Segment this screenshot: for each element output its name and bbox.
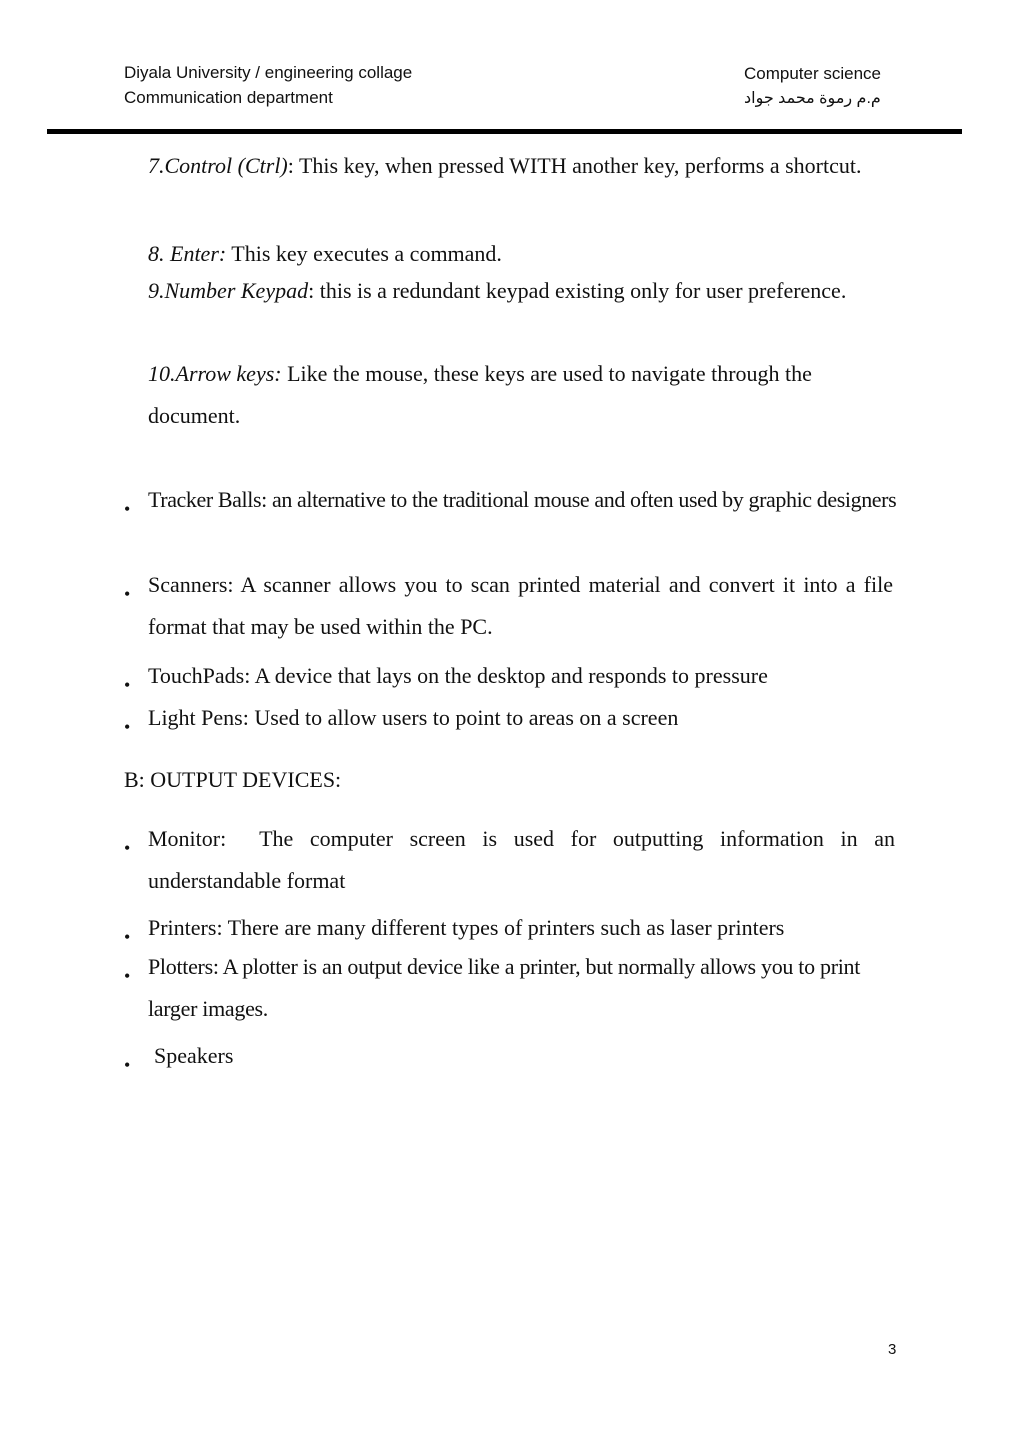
bullet-icon: • — [124, 499, 131, 519]
header-left — [124, 60, 412, 110]
key-sep: : — [308, 278, 315, 303]
department-name: Communication department — [124, 88, 333, 107]
key-item-enter — [148, 233, 888, 275]
bullet-icon: • — [124, 966, 131, 986]
key-item-control — [148, 145, 881, 187]
bullet-icon: • — [124, 584, 131, 604]
key-term: 10.Arrow keys: — [148, 361, 282, 386]
bullet-icon: • — [124, 675, 131, 695]
key-item-number-keypad — [148, 270, 881, 312]
header-divider — [47, 129, 962, 134]
list-item-light-pens: Light Pens: Used to allow users to point to areas on a screen — [148, 705, 679, 730]
key-term: 7.Control (Ctrl) — [148, 153, 288, 178]
list-item-scanners: Scanners: A scanner allows you to scan printed material and convert it into a file format that may be used within the PC. — [148, 572, 893, 639]
bullet-icon: • — [124, 717, 131, 737]
key-desc: Like the mouse, these keys are used to navigate through the document. — [148, 361, 812, 428]
list-item-tracker-balls: Tracker Balls: an alternative to the traditional mouse and often used by graphic designers — [148, 487, 897, 512]
key-desc: This key, when pressed WITH another key, performs a shortcut. — [293, 153, 862, 178]
page-number: 3 — [888, 1341, 897, 1358]
list-item-printers: Printers: There are many different types of printers such as laser printers — [148, 915, 785, 940]
key-desc: this is a redundant keypad existing only for user preference. — [314, 278, 847, 303]
key-term: 9.Number Keypad — [148, 278, 309, 303]
bullet-icon: • — [124, 927, 131, 947]
key-sep: : — [287, 153, 294, 178]
subject-name: Computer science — [744, 64, 882, 83]
key-term: 8. Enter: — [148, 241, 227, 266]
bullet-icon: • — [124, 838, 131, 858]
list-item-speakers: Speakers — [154, 1043, 234, 1068]
university-name: Diyala University / engineering collage — [124, 63, 413, 82]
list-item-plotters: Plotters: A plotter is an output device like a printer, but normally allows you to print larger images. — [148, 954, 861, 1021]
key-item-arrow-keys — [148, 353, 893, 437]
instructor-name: م.م رموة محمد جواد — [744, 90, 881, 107]
section-heading-output-devices: B: OUTPUT DEVICES: — [124, 767, 342, 792]
header-right — [744, 61, 881, 111]
list-item-monitor: Monitor: The computer screen is used for outputting information in an understandable format — [148, 826, 901, 893]
key-desc: This key executes a command. — [226, 241, 502, 266]
bullet-icon: • — [124, 1055, 131, 1075]
list-item-touchpads: TouchPads: A device that lays on the desktop and responds to pressure — [148, 663, 768, 688]
